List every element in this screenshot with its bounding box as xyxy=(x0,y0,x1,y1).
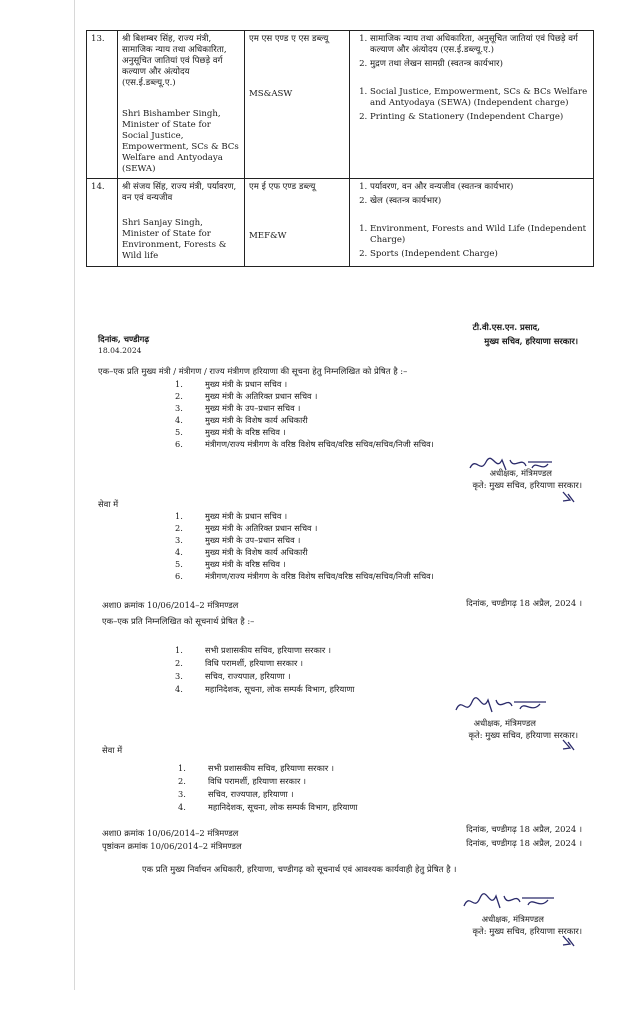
list-item: 3. मुख्य मंत्री के उप–प्रधान सचिव । xyxy=(175,403,301,413)
minister-name-cell xyxy=(118,31,245,179)
list-item: 3. सचिव, राज्यपाल, हरियाणा । xyxy=(175,671,291,681)
section5-date2: दिनांक, चण्डीगढ़ 18 अप्रैल, 2024 । xyxy=(466,838,582,848)
list-item: 5. मुख्य मंत्री के वरिष्ठ सचिव । xyxy=(175,559,286,569)
officer-name: टी.वी.एस.एन. प्रसाद, xyxy=(472,322,540,332)
officer-title: मुख्य सचिव, हरियाणा सरकार। xyxy=(484,336,578,346)
list-item: 1. सभी प्रशासकीय सचिव, हरियाणा सरकार । xyxy=(175,645,331,655)
portfolio-list-english xyxy=(354,87,589,123)
list-item: 2. विधि परामर्शी, हरियाणा सरकार । xyxy=(178,776,307,786)
abbreviation-hindi: एम एस एण्ड ए एस डब्ल्यू xyxy=(249,34,329,44)
list-item: 4. महानिदेशक, सूचना, लोक सम्पर्क विभाग, हरियाणा xyxy=(175,684,355,694)
signature-for-cs: कृते: मुख्य सचिव, हरियाणा सरकार। xyxy=(472,926,582,936)
list-item: 1. मुख्य मंत्री के प्रधान सचिव । xyxy=(175,379,288,389)
portfolio-item: 1. पर्यावरण, वन और वन्यजीव (स्वतन्त्र कार्यभार) xyxy=(370,182,589,193)
section3-intro: एक–एक प्रति निम्नलिखित को सूचनार्थ प्रेषित है :– xyxy=(102,616,255,626)
portfolio-cell xyxy=(350,179,594,267)
section5-ref2: पृष्ठांकन क्रमांक 10/06/2014–2 मंत्रिमण्डल xyxy=(102,841,242,851)
list-item: 2. मुख्य मंत्री के अतिरिक्त प्रधान सचिव । xyxy=(175,391,318,401)
list-item: 3. मुख्य मंत्री के उप–प्रधान सचिव । xyxy=(175,535,301,545)
portfolio-item: 1. सामाजिक न्याय तथा अधिकारिता, अनुसूचित जातियां एवं पिछड़े वर्ग कल्याण और अंत्योदय (एस.ई.डब्ल्यू.ए.) xyxy=(370,34,589,56)
minister-name-hindi: श्री संजय सिंह, राज्य मंत्री, पर्यावरण, वन एवं वन्यजीव xyxy=(122,182,237,203)
initials-mark xyxy=(560,490,576,504)
list-item: 5. मुख्य मंत्री के वरिष्ठ सचिव । xyxy=(175,427,286,437)
handwritten-signature xyxy=(452,694,552,718)
section2-list xyxy=(175,510,434,582)
list-item: 4. मुख्य मंत्री के विशेष कार्य अधिकारी xyxy=(175,415,308,425)
portfolio-list-hindi xyxy=(354,182,589,207)
list-item: 3. सचिव, राज्यपाल, हरियाणा । xyxy=(178,789,294,799)
row-number: 14. xyxy=(87,179,118,267)
abbreviation-cell xyxy=(245,31,350,179)
list-item: 2. विधि परामर्शी, हरियाणा सरकार । xyxy=(175,658,304,668)
table-row xyxy=(87,179,594,267)
portfolio-item: 2. Printing & Stationery (Independent Charge) xyxy=(370,112,589,123)
section1-list xyxy=(175,378,434,450)
section3-list xyxy=(175,644,354,696)
portfolio-list-hindi xyxy=(354,34,589,70)
section5-ref1: अशा0 क्रमांक 10/06/2014–2 मंत्रिमण्डल xyxy=(102,828,239,838)
abbreviation-english: MS&ASW xyxy=(249,89,293,99)
list-item: 4. मुख्य मंत्री के विशेष कार्य अधिकारी xyxy=(175,547,308,557)
initials-mark xyxy=(560,738,576,752)
left-margin-line xyxy=(74,0,75,990)
section4-heading: सेवा में xyxy=(102,745,123,755)
portfolio-item: 2. मुद्रण तथा लेखन सामग्री (स्वतन्त्र कार्यभार) xyxy=(370,59,589,70)
signature-designation: अधीक्षक, मंत्रिमण्डल xyxy=(481,914,544,924)
list-item: 1. सभी प्रशासकीय सचिव, हरियाणा सरकार । xyxy=(178,763,334,773)
abbreviation-english: MEF&W xyxy=(249,231,287,241)
section3-ref: अशा0 क्रमांक 10/06/2014–2 मंत्रिमण्डल xyxy=(102,600,239,610)
issue-date: 18.04.2024 xyxy=(98,346,142,355)
section5-note: एक प्रति मुख्य निर्वाचन अधिकारी, हरियाणा, चण्डीगढ़ को सूचनार्थ एवं आवश्यक कार्यवाही हेतु प्रेषित है । xyxy=(142,864,457,874)
portfolio-item: 2. Sports (Independent Charge) xyxy=(370,249,589,260)
portfolio-item: 1. Social Justice, Empowerment, SCs & BCs Welfare and Antyodaya (SEWA) (Independent charge) xyxy=(370,87,589,109)
portfolio-item: 1. Environment, Forests and Wild Life (Independent Charge) xyxy=(370,224,589,246)
list-item: 4. महानिदेशक, सूचना, लोक सम्पर्क विभाग, हरियाणा xyxy=(178,802,358,812)
minister-name-hindi: श्री बिशम्बर सिंह, राज्य मंत्री, सामाजिक न्याय तथा अधिकारिता, अनुसूचित जातियां एवं पिछड़े वर्ग कल्याण और अंत्योदय (एस.ई.डब्ल्यू.ए.) xyxy=(122,34,227,88)
minister-name-english: Shri Bishamber Singh, Minister of State for Social Justice, Empowerment, SCs & BCs Welfare and Antyodaya (SEWA) xyxy=(122,109,239,174)
signature-for-cs: कृते: मुख्य सचिव, हरियाणा सरकार। xyxy=(468,730,578,740)
row-number: 13. xyxy=(87,31,118,179)
section2-heading: सेवा में xyxy=(98,499,119,509)
section5-date1: दिनांक, चण्डीगढ़ 18 अप्रैल, 2024 । xyxy=(466,824,582,834)
minister-name-english: Shri Sanjay Singh, Minister of State for Environment, Forests & Wild life xyxy=(122,218,227,261)
list-item: 1. मुख्य मंत्री के प्रधान सचिव । xyxy=(175,511,288,521)
minister-name-cell xyxy=(118,179,245,267)
signature-designation: अधीक्षक, मंत्रिमण्डल xyxy=(489,468,552,478)
table-row xyxy=(87,31,594,179)
section3-date: दिनांक, चण्डीगढ़ 18 अप्रैल, 2024 । xyxy=(466,598,582,608)
abbreviation-cell xyxy=(245,179,350,267)
ministers-table xyxy=(86,30,594,267)
signature-for-cs: कृते: मुख्य सचिव, हरियाणा सरकार। xyxy=(472,480,582,490)
list-item: 2. मुख्य मंत्री के अतिरिक्त प्रधान सचिव । xyxy=(175,523,318,533)
portfolio-list-english xyxy=(354,224,589,260)
handwritten-signature xyxy=(460,890,560,914)
portfolio-cell xyxy=(350,31,594,179)
list-item: 6. मंत्रीगण/राज्य मंत्रीगण के वरिष्ठ विशेष सचिव/वरिष्ठ सचिव/सचिव/निजी सचिव। xyxy=(175,439,434,449)
section4-list xyxy=(178,762,357,814)
signature-designation: अधीक्षक, मंत्रिमण्डल xyxy=(473,718,536,728)
abbreviation-hindi: एम ई एफ एण्ड डब्ल्यू xyxy=(249,182,316,192)
initials-mark xyxy=(560,934,576,948)
list-item: 6. मंत्रीगण/राज्य मंत्रीगण के वरिष्ठ विशेष सचिव/वरिष्ठ सचिव/सचिव/निजी सचिव। xyxy=(175,571,434,581)
place-label: दिनांक, चण्डीगढ़ xyxy=(98,334,150,344)
portfolio-item: 2. खेल (स्वतन्त्र कार्यभार) xyxy=(370,196,589,207)
section1-intro: एक–एक प्रति मुख्य मंत्री / मंत्रीगण / राज्य मंत्रीगण हरियाणा की सूचना हेतु निम्नलिखित को प्रेषित है :– xyxy=(98,366,408,376)
